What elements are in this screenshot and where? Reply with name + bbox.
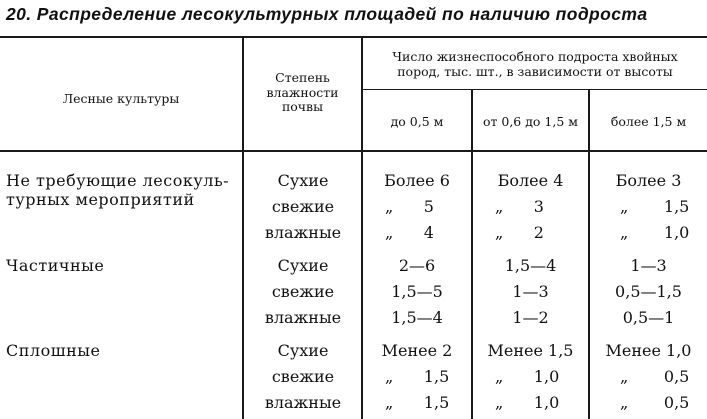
soil-moisture-cell: Сухие xyxy=(277,341,329,360)
header-undergrowth-line: Число жизнеспособного подроста хвойных xyxy=(392,49,678,64)
soil-moisture-cell: Сухие xyxy=(277,256,329,275)
undergrowth-value-cell: 1—3 xyxy=(630,256,667,275)
soil-moisture-cell: свежие xyxy=(271,197,335,216)
undergrowth-value-cell: „ 2 xyxy=(495,223,544,242)
undergrowth-value-cell: 1—3 xyxy=(512,282,549,301)
header-undergrowth-count xyxy=(363,50,707,79)
header-soil-moisture xyxy=(244,71,361,115)
undergrowth-value-cell: „ 1,5 xyxy=(385,367,450,386)
table-title: 20. Распределение лесокультурных площадей по наличию подроста xyxy=(6,4,648,24)
undergrowth-value-cell: „ 1,0 xyxy=(495,393,560,412)
undergrowth-value-cell: „ 3 xyxy=(495,197,544,216)
soil-moisture-cell: влажные xyxy=(264,308,342,327)
header-forest-cultures: Лесные культуры xyxy=(62,91,180,106)
undergrowth-value-cell: 2—6 xyxy=(398,256,436,275)
undergrowth-value-cell: „ 5 xyxy=(385,197,434,216)
undergrowth-value-cell: „ 1,0 xyxy=(620,223,690,242)
undergrowth-value-cell: „ 1,5 xyxy=(385,393,450,412)
undergrowth-value-cell: 0,5—1,5 xyxy=(615,282,682,301)
undergrowth-value-cell: Менее 1,5 xyxy=(487,341,574,360)
header-soil-moisture-line: почвы xyxy=(281,99,324,114)
undergrowth-value-cell: 1,5—4 xyxy=(391,308,443,327)
soil-moisture-cell: свежие xyxy=(271,367,335,386)
undergrowth-value-cell: Более 6 xyxy=(384,171,450,190)
undergrowth-value-cell: 1—2 xyxy=(512,308,549,327)
undergrowth-value-cell: 0,5—1 xyxy=(622,308,675,327)
undergrowth-value-cell: 1,5—4 xyxy=(504,256,557,275)
undergrowth-value-cell: „ 0,5 xyxy=(620,393,690,412)
group-header-rule xyxy=(362,89,707,90)
undergrowth-value-cell: 1,5—5 xyxy=(391,282,443,301)
forest-culture-label: Не требующие лесокуль- xyxy=(6,171,230,190)
undergrowth-value-cell: „ 1,0 xyxy=(495,367,560,386)
table-top-rule xyxy=(0,36,707,38)
soil-moisture-cell: влажные xyxy=(264,223,342,242)
soil-moisture-cell: Сухие xyxy=(277,171,329,190)
soil-moisture-cell: влажные xyxy=(264,393,342,412)
soil-moisture-cell: свежие xyxy=(271,282,335,301)
header-height-up-to-0-5: до 0,5 м xyxy=(390,114,444,129)
undergrowth-value-cell: „ 4 xyxy=(385,223,434,242)
forest-culture-label: турных мероприятий xyxy=(6,190,195,209)
header-bottom-rule xyxy=(0,150,707,152)
header-soil-moisture-line: Степень xyxy=(275,70,330,85)
header-height-over-1-5: более 1,5 м xyxy=(610,114,687,129)
forest-culture-label: Частичные xyxy=(6,256,105,275)
undergrowth-value-cell: Более 4 xyxy=(497,171,564,190)
undergrowth-value-cell: Менее 2 xyxy=(381,341,453,360)
undergrowth-value-cell: Более 3 xyxy=(615,171,682,190)
forest-culture-label: Сплошные xyxy=(6,341,101,360)
header-height-0-6-to-1-5: от 0,6 до 1,5 м xyxy=(482,114,579,129)
undergrowth-value-cell: „ 1,5 xyxy=(620,197,690,216)
undergrowth-value-cell: Менее 1,0 xyxy=(605,341,692,360)
undergrowth-value-cell: „ 0,5 xyxy=(620,367,690,386)
header-undergrowth-line: пород, тыс. шт., в зависимости от высоты xyxy=(397,63,673,79)
header-soil-moisture-line: влажности xyxy=(266,84,339,100)
